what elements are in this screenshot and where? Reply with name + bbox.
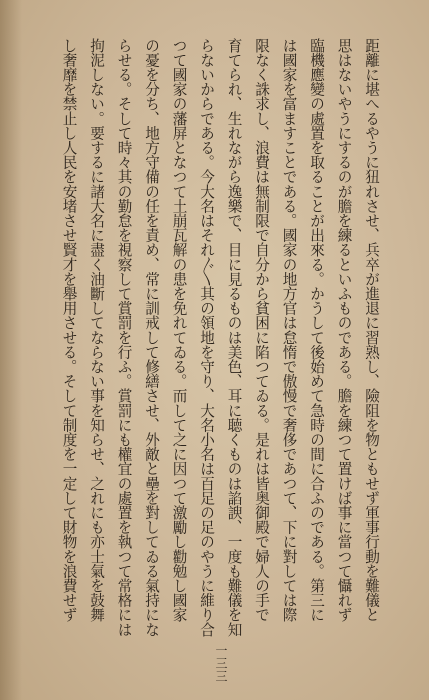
body-text bbox=[50, 38, 380, 658]
text-column-8: つて國家の藩屏となつて土崩瓦解の患を免れてゐる。而して之に因つて激勵し勸勉し國家 bbox=[170, 38, 188, 622]
text-column-6: 育てられ、生れながら逸樂で、目に見るものは美色、耳に聴くものは諂諛、一度も難儀を知 bbox=[225, 38, 243, 637]
text-column-2: 思はないやうにするのが膽を練るといふものである。膽を練つて置けば事に當つて懾れず bbox=[335, 38, 353, 622]
text-column-11: 拘泥しない。要するに諸大名に盡く油斷してならない事を知らせ、之れにも亦士氣を鼓舞 bbox=[88, 38, 105, 622]
text-column-1: 距離に堪へるやうに狃れさせ、兵卒が進退に習熟し、險阻を物ともせず軍事行動を難儀と bbox=[363, 38, 380, 622]
text-column-5: 限なく誅求し、浪費は無制限で自分から貧困に陷つてゐる。是れは皆奥御殿で婦人の手で bbox=[253, 38, 270, 622]
binding-shadow bbox=[0, 0, 22, 700]
text-column-10: らせる。そして時々其の勤怠を視察して賞罰を行ふ。賞罰にも權宜の處置を執つて常格には bbox=[115, 38, 133, 637]
text-column-7: らないからである。今大名はそれ〲其の領地を守り、大名小名は百足の足のやうに維り合 bbox=[198, 38, 215, 637]
text-column-12: し奢靡を禁止し人民を安堵させ賢才を舉用させる。そして制度を一定して財物を浪費せず bbox=[60, 38, 78, 622]
text-column-4: は國家を富ますことである。國家の地方官は怠惰で傲慢で奢侈であつて、下に對しては際 bbox=[280, 38, 298, 622]
page-number: 一三三 bbox=[214, 644, 228, 683]
text-column-3: 臨機應變の處置を取ることが出來る。かうして後始めて急時の間に合ふのである。第三に bbox=[308, 38, 325, 622]
text-column-9: の憂を分ち、地方守備の任を責め、常に訓戒して修繕させ、外敵と壘を對してゐる氣持にな bbox=[143, 38, 160, 637]
